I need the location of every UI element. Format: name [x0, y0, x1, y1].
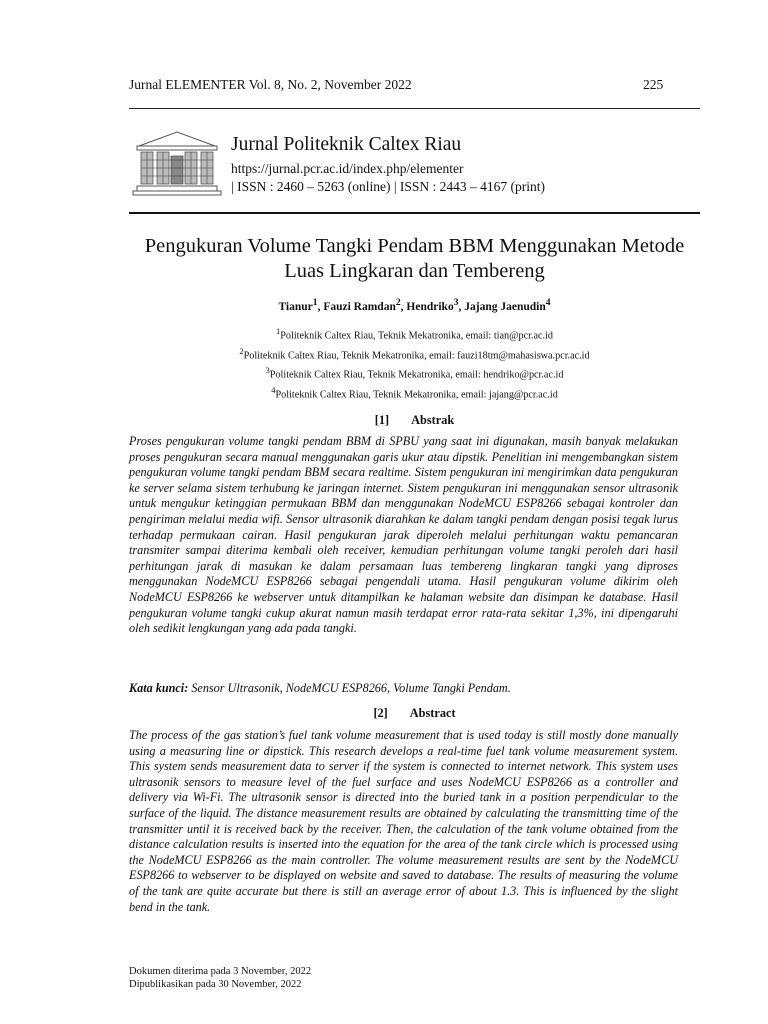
- keywords-label: Kata kunci:: [129, 681, 189, 695]
- keywords-text: Sensor Ultrasonik, NodeMCU ESP8266, Volume Tangki Pendam.: [191, 681, 511, 695]
- affiliation-text: Politeknik Caltex Riau, Teknik Mekatronika, email: tian@pcr.ac.id: [280, 330, 553, 342]
- affiliation-list: [129, 324, 700, 403]
- affiliation-sup: 1: [276, 326, 281, 336]
- author-name: Jajang Jaenudin: [464, 300, 546, 313]
- footer-dates: [129, 966, 311, 991]
- journal-url[interactable]: https://jurnal.pcr.ac.id/index.php/elementer: [231, 161, 464, 176]
- author-sup: 1: [312, 297, 318, 308]
- building-logo-icon: [131, 126, 223, 198]
- masthead-rule: [129, 212, 700, 214]
- abstract-heading: [129, 706, 700, 721]
- author-name: Hendriko: [406, 300, 454, 313]
- section-title: Abstrak: [411, 413, 455, 427]
- affiliation: [129, 363, 700, 383]
- section-title: Abstract: [409, 706, 456, 720]
- received-date: Dokumen diterima pada 3 November, 2022: [129, 966, 312, 977]
- affiliation-sup: 3: [265, 365, 270, 376]
- affiliation: [129, 344, 700, 364]
- keywords: [129, 681, 511, 696]
- affiliation: [129, 383, 700, 403]
- header-rule: [129, 108, 700, 109]
- affiliation-text: Politeknik Caltex Riau, Teknik Mekatronika, email: fauzi18tm@mahasiswa.pcr.ac.id: [243, 350, 590, 362]
- author-sup: 4: [545, 297, 551, 308]
- running-header-journal: Jurnal ELEMENTER Vol. 8, No. 2, November 2022: [129, 77, 412, 92]
- affiliation-sup: 2: [239, 345, 244, 356]
- author-sup: 2: [395, 297, 401, 308]
- author-name: Tianur: [278, 300, 313, 313]
- affiliation: [129, 324, 700, 344]
- article-title: Pengukuran Volume Tangki Pendam BBM Menggunakan Metode Luas Lingkaran dan Tembereng: [144, 235, 685, 282]
- author-name: Fauzi Ramdan: [323, 300, 396, 313]
- journal-name: Jurnal Politeknik Caltex Riau: [231, 134, 462, 155]
- section-number: [2]: [373, 706, 388, 720]
- journal-issn: | ISSN : 2460 – 5263 (online) | ISSN : 2443 – 4167 (print): [231, 179, 546, 194]
- author-list: Tianur$^1$, Fauzi Ramdan$^2$, Hendriko$^3$, Jajang Jaenudin$^4$: [278, 297, 551, 313]
- author-sup: 3: [453, 297, 459, 308]
- section-number: [1]: [374, 413, 390, 427]
- affiliation-text: Politeknik Caltex Riau, Teknik Mekatronika, email: hendriko@pcr.ac.id: [269, 369, 564, 381]
- affiliation-text: Politeknik Caltex Riau, Teknik Mekatronika, email: jajang@pcr.ac.id: [275, 389, 558, 401]
- published-date: Dipublikasikan pada 30 November, 2022: [129, 978, 302, 990]
- abstract-paragraph: The process of the gas station’s fuel tank volume measurement that is used today is still mostly done manually using a measuring line or dipstick. This research develops a real-time fuel tank volume measurement system. This system sends measurement data to server if the system is connected to internet network. This system uses ultrasonik sensors to measure level of the fuel surface and uses NodeMCU ESP8266 as a controller and delivery via Wi-Fi. The ultrasonik sensor is directed into the buried tank in a position perpendicular to the surface of the liquid. The distance measurement results are obtained by calculating the transmitting time of the transmitter until it is received back by the receiver. Then, the calculation of the tank volume obtained from the distance calculation results is inserted into the equation for the area of the tank circle which is processed using the NodeMCU ESP8266 as the main controller. The volume measurement results are sent by the NodeMCU ESP8266 to webserver to be displayed on website and saved to database. The results of measuring the volume of the tank are quite accurate but there is still an average error of about 1.3. This is influenced by the slight bend in the tank.: [129, 728, 678, 914]
- page-number: 225: [643, 77, 664, 92]
- abstrak-heading: [129, 413, 700, 428]
- abstrak-paragraph: Proses pengukuran volume tangki pendam BBM di SPBU yang saat ini digunakan, masih banyak melakukan proses pengukuran secara manual menggunakan garis ukur atau dipstik. Penelitian ini mengembangkan sistem pengukuran volume tangki pendam BBM secara realtime. Sistem pengukuran ini mengirimkan data pengukuran ke server selama sistem terhubung ke jaringan internet. Sistem pengukuran ini menggunakan sensor ultrasonik untuk mengukur ketinggian permukaan BBM dan menggunakan NodeMCU ESP8266 sebagai kontroler dan pengiriman melalui media wifi. Sensor ultrasonik diarahkan ke dalam tangki pendam dengan posisi tegak lurus terhadap permukaan cairan. Hasil pengukuran jarak diperoleh melalui perhitungan waktu pemancaran transmiter sampai diterima kembali oleh receiver, kemudian perhitungan volume tangki peroleh dari hasil perhitungan jarak di masukan ke dalam persamaan luas tembereng lingkaran tangki yang diproses menggunakan NodeMCU ESP8266 sebagai pengendali utama. Hasil pengukuran volume dikirim oleh NodeMCU ESP8266 ke webserver untuk ditampilkan ke halaman website dan disimpan ke database. Hasil pengukuran volume tangki cukup akurat namun masih terdapat error rata-rata sekitar 1,3%, ini dipengaruhi oleh sedikit lengkungan yang ada pada tangki.: [129, 434, 678, 636]
- affiliation-sup: 4: [271, 385, 276, 396]
